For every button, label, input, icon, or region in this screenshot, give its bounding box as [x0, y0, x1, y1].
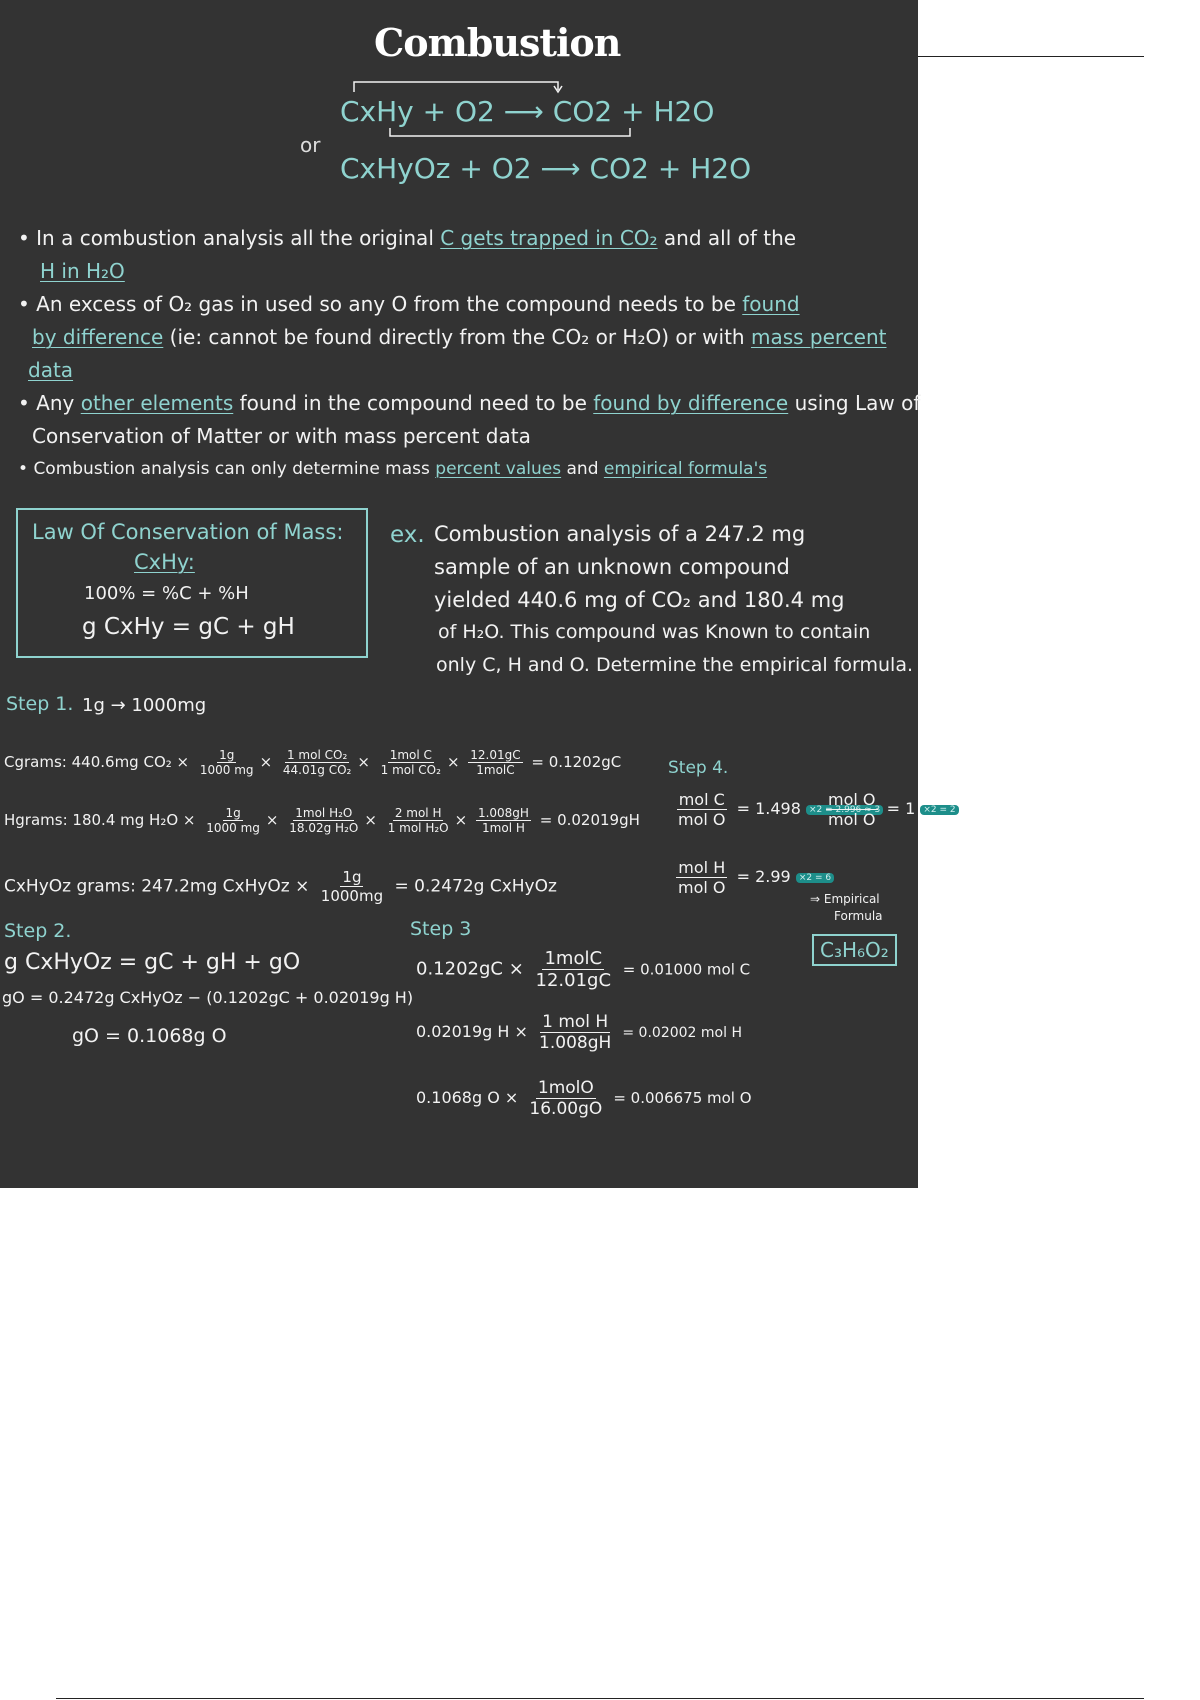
fraction-den: 12.01gC	[535, 970, 612, 991]
fraction-den: mol O	[828, 810, 876, 829]
compound-fraction-1	[319, 868, 385, 905]
bullet-4: • Combustion analysis can only determine mass percent values and empirical formula's	[18, 459, 768, 479]
step-3-carbon-result: = 0.01000 mol C	[622, 960, 751, 979]
step-4-hydrogen-result: = 2.99	[736, 867, 791, 886]
bullet-3-highlight: other elements	[80, 391, 234, 415]
or-label: or	[300, 133, 321, 157]
hydrogen-fraction-4	[476, 806, 531, 835]
carbon-fraction-1	[198, 748, 256, 777]
bullet-3-cont	[32, 420, 531, 452]
bullet-3-highlight-2: found by difference	[593, 391, 789, 415]
fraction-den: mol O	[678, 810, 726, 829]
fraction-num: 12.01gC	[470, 748, 521, 762]
carbon-grams-label: Cgrams:	[4, 753, 67, 771]
step-4-oxygen-ratio	[822, 790, 959, 829]
fraction-num: 1 mol CO₂	[286, 748, 348, 762]
fraction-num: 1g	[219, 748, 235, 762]
fraction-den: 1.008gH	[539, 1033, 612, 1053]
bullet-3-text: Any	[36, 391, 81, 415]
fraction-num: mol O	[828, 790, 876, 809]
bullet-4-highlight: percent values	[435, 459, 562, 479]
law-box-title: Law Of Conservation of Mass:	[32, 520, 344, 544]
step-4-oxygen-note: ×2 = 2	[920, 805, 958, 815]
carbon-grams-row: Cgrams: 440.6mg CO₂ × $\frac{1g}{1000 mg}$ × $\frac{\text{1 mol CO₂}}{\text{44.01g CO₂}}$ × $\frac{\text{1mol C}}{\text{1 mol CO₂}}$ × $\frac{12.01gC}{\text{1molC}}$ = 0.1202gC	[4, 748, 622, 777]
step-4-carbon-result: = 1.498	[736, 799, 801, 818]
step-3-label: Step 3	[410, 918, 472, 940]
fraction-num: 1 mol H	[542, 1012, 609, 1032]
combustion-equation-2: CxHyOz + O2 ⟶ CO2 + H2O	[340, 152, 752, 185]
fraction-den: 1 mol H₂O	[387, 821, 449, 835]
bullet-3: • Any other elements found in the compound need to be found by difference using Law of	[18, 391, 921, 415]
step-4-oxygen-fraction	[826, 790, 878, 829]
step-3-oxygen-row	[416, 1078, 752, 1119]
bullet-4-highlight-2: empirical formula's	[603, 459, 768, 479]
step-2-line-1: g CxHyOz = gC + gH + gO	[4, 950, 301, 975]
empirical-formula-answer: C₃H₆O₂	[812, 934, 897, 966]
step-3-oxygen-start: 0.1068g O ×	[416, 1088, 519, 1107]
hydrogen-fraction-3	[386, 806, 451, 835]
fraction-den: 1mol H	[482, 821, 525, 835]
step-1-conversion: 1g → 1000mg	[82, 695, 207, 716]
example-line-2: sample of an unknown compound	[434, 555, 790, 579]
step-2-line-2: gO = 0.2472g CxHyOz − (0.1202gC + 0.02019g H)	[2, 988, 414, 1007]
example-line-1: Combustion analysis of a 247.2 mg	[434, 522, 806, 546]
bullet-2-text: An excess of O₂ gas in used so any O from the compound needs to be	[36, 292, 743, 316]
bullet-1: • In a combustion analysis all the original C gets trapped in CO₂ and all of the	[18, 226, 797, 250]
hydrogen-grams-result: = 0.02019gH	[539, 811, 640, 829]
bullet-2-highlight-3: mass percent	[750, 325, 887, 349]
step-4-carbon-note: ×2 = 2.996 ≈ 3	[806, 805, 883, 815]
step-3-hydrogen-row	[416, 1012, 742, 1053]
fraction-num: mol H	[678, 858, 726, 877]
law-box-compound: CxHy:	[134, 550, 195, 574]
step-4-carbon-fraction	[676, 790, 728, 829]
bullet-2-text-mid: (ie: cannot be found directly from the CO₂ or H₂O) or with	[163, 325, 751, 349]
compound-grams-result: = 0.2472g CxHyOz	[394, 876, 557, 897]
bullet-1-text-end: and all of the	[657, 226, 797, 250]
bullet-1-highlight: C gets trapped in CO₂	[440, 226, 658, 250]
fraction-num: 1g	[225, 806, 241, 820]
carbon-fraction-4	[468, 748, 522, 777]
combustion-equation-1: CxHy + O2 ⟶ CO2 + H2O	[340, 95, 715, 128]
example-line-3: yielded 440.6 mg of CO₂ and 180.4 mg	[434, 588, 845, 612]
bullet-2-highlight-4: data	[28, 358, 74, 382]
bullet-1-highlight-2: H in H₂O	[40, 259, 125, 283]
fraction-num: 1molO	[537, 1078, 594, 1098]
example-line-5: only C, H and O. Determine the empirical formula.	[436, 654, 914, 676]
compound-grams-row	[4, 868, 557, 905]
law-box-line2: g CxHy = gC + gH	[82, 614, 295, 640]
bullet-3-text-2: Conservation of Matter or with mass percent data	[32, 424, 531, 448]
bullet-3-text-end: using Law of	[788, 391, 921, 415]
step-4-oxygen-result: = 1	[886, 799, 916, 818]
step-3-oxygen-fraction	[527, 1078, 604, 1119]
example-label: ex.	[390, 522, 425, 548]
hydrogen-grams-start: 180.4 mg H₂O ×	[72, 811, 196, 829]
fraction-den: 44.01g CO₂	[282, 763, 352, 777]
page-title: Combustion	[374, 20, 621, 65]
fraction-num: 1.008gH	[477, 806, 529, 820]
empirical-formula-label: ⇒ Empirical	[810, 892, 880, 906]
step-4-label: Step 4.	[668, 758, 729, 778]
step-3-carbon-start: 0.1202gC ×	[416, 958, 524, 980]
hydrogen-fraction-2	[287, 806, 360, 835]
compound-grams-start: 247.2mg CxHyOz ×	[141, 876, 310, 897]
bullet-1-text: In a combustion analysis all the original	[36, 226, 441, 250]
fraction-den: mol O	[678, 878, 726, 897]
carbon-grams-result: = 0.1202gC	[531, 753, 622, 771]
bullet-2-highlight: found	[742, 292, 800, 316]
fraction-num: 2 mol H	[394, 806, 442, 820]
fraction-num: mol C	[678, 790, 725, 809]
fraction-den: 1 mol CO₂	[380, 763, 441, 777]
step-3-hydrogen-fraction	[537, 1012, 613, 1053]
hydrogen-grams-label: Hgrams:	[4, 811, 68, 829]
hydrogen-grams-row: Hgrams: 180.4 mg H₂O × $\frac{1g}{1000 mg}$ × $\frac{\text{1mol H₂O}}{\text{18.02g H₂O}}$ × $\frac{\text{2 mol H}}{\text{1 mol H₂O}}$ × $\frac{1.008gH}{\text{1mol H}}$ = 0.02019gH	[4, 806, 640, 835]
bullet-4-text: Combustion analysis can only determine mass	[33, 459, 436, 479]
step-4-hydrogen-fraction	[676, 858, 728, 897]
bullet-2-cont	[32, 321, 887, 353]
carbon-fraction-2	[281, 748, 353, 777]
header-rule	[918, 56, 1144, 57]
fraction-den: 18.02g H₂O	[289, 821, 359, 835]
carbon-fraction-3	[379, 748, 443, 777]
step-2-line-3: gO = 0.1068g O	[72, 1025, 227, 1047]
step-3-hydrogen-result: = 0.02002 mol H	[622, 1025, 742, 1041]
bullet-4-text-mid: and	[561, 459, 604, 479]
example-line-4: of H₂O. This compound was Known to contain	[438, 621, 871, 643]
law-box-line1: 100% = %C + %H	[84, 583, 249, 604]
step-4-hydrogen-note: ×2 = 6	[796, 873, 834, 883]
fraction-num: 1mol H₂O	[295, 806, 353, 820]
fraction-den: 1000 mg	[206, 821, 260, 835]
step-1-label: Step 1.	[6, 693, 74, 715]
carbon-grams-start: 440.6mg CO₂ ×	[71, 753, 190, 771]
step-3-carbon-row	[416, 948, 750, 991]
bullet-2-cont-2	[28, 354, 73, 386]
step-3-carbon-fraction	[534, 948, 614, 991]
fraction-num: 1molC	[544, 948, 603, 969]
fraction-den: 16.00gO	[529, 1099, 603, 1119]
step-2-label: Step 2.	[4, 920, 72, 942]
fraction-den: 1000mg	[320, 887, 384, 905]
hydrogen-fraction-1	[204, 806, 262, 835]
empirical-formula-label-2: Formula	[834, 909, 883, 923]
bullet-2-highlight-2: by difference	[32, 325, 164, 349]
fraction-num: 1mol C	[389, 748, 432, 762]
fraction-den: 1000 mg	[199, 763, 254, 777]
compound-grams-label: CxHyOz grams:	[4, 876, 136, 897]
footer-rule	[56, 1698, 1144, 1699]
bullet-2: • An excess of O₂ gas in used so any O from the compound needs to be found	[18, 292, 800, 316]
fraction-num: 1g	[342, 868, 362, 886]
step-3-hydrogen-start: 0.02019g H ×	[416, 1022, 528, 1041]
step-3-oxygen-result: = 0.006675 mol O	[613, 1089, 752, 1107]
bullet-3-text-mid: found in the compound need to be	[233, 391, 594, 415]
fraction-den: 1molC	[476, 763, 515, 777]
bullet-1-cont	[40, 255, 125, 287]
